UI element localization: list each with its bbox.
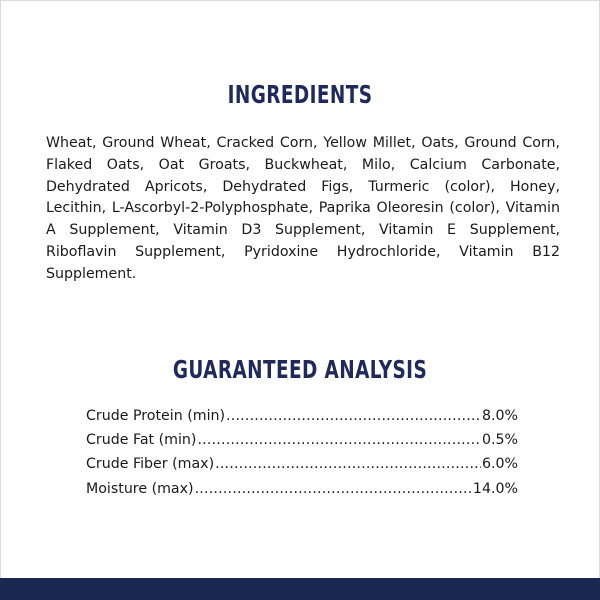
analysis-row-crude-fiber [86, 452, 518, 476]
analysis-label: Crude Fiber (max) [86, 456, 215, 473]
ingredients-heading: INGREDIENTS [227, 80, 373, 109]
guaranteed-analysis-heading: GUARANTEED ANALYSIS [172, 355, 428, 384]
dot-leader [197, 428, 481, 452]
dot-leader [195, 477, 472, 501]
analysis-value: 6.0% [481, 456, 518, 473]
analysis-row-crude-fat [86, 428, 518, 452]
analysis-row-crude-protein [86, 404, 518, 428]
bottom-color-band [0, 578, 600, 600]
analysis-label: Crude Protein (min) [86, 408, 226, 424]
analysis-value: 0.5% [481, 432, 518, 449]
analysis-value: 14.0% [472, 480, 518, 497]
ingredients-text: Wheat, Ground Wheat, Cracked Corn, Yellow Millet, Oats, Ground Corn, Flaked Oats, Oat Groats, Buckwheat, Milo, Calcium Carbonate, Dehydrated Apricots, Dehydrated Figs, Turmeric (color), Honey, Lecithin, L-Ascorbyl-2-Polyphosphate, Paprika Oleoresin (color), Vitamin A Supplement, Vitamin D3 Supplement, Vitamin E Supplement, Riboflavin Supplement, Pyridoxine Hydrochloride, Vitamin B12 Supplement. [46, 135, 560, 282]
analysis-value: 8.0% [481, 408, 518, 424]
analysis-label: Moisture (max) [86, 480, 194, 497]
analysis-row-moisture [86, 477, 518, 501]
dot-leader [226, 404, 481, 428]
guaranteed-analysis-table [86, 404, 518, 501]
analysis-label: Crude Fat (min) [86, 432, 197, 449]
dot-leader [215, 452, 481, 476]
